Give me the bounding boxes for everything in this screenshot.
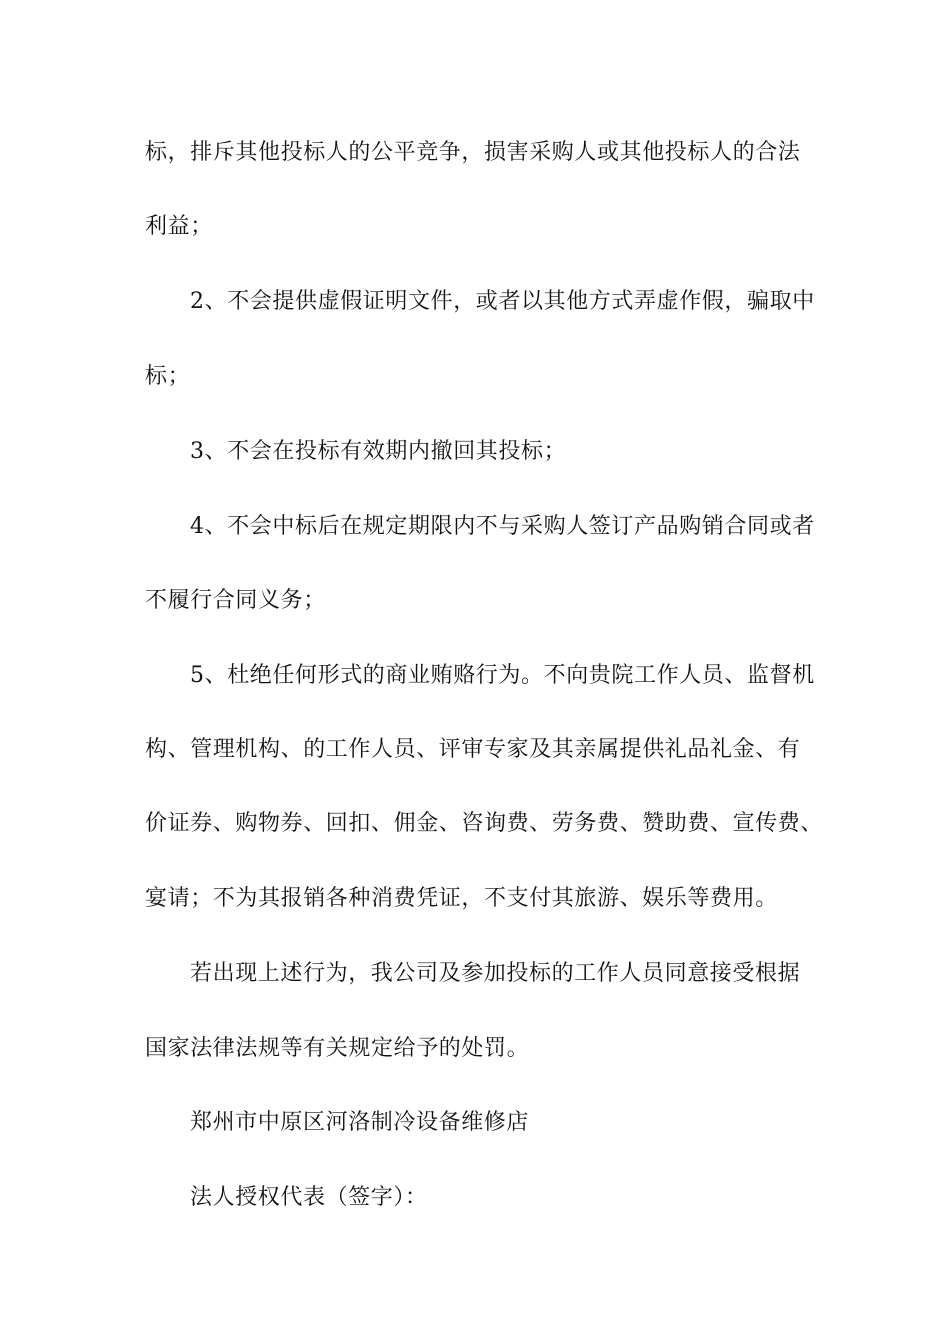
text-line: 宴请；不为其报销各种消费凭证，不支付其旅游、娱乐等费用。 bbox=[145, 886, 778, 911]
text-line: 4、不会中标后在规定期限内不与采购人签订产品购销合同或者 bbox=[190, 514, 815, 539]
text-line: 5、杜绝任何形式的商业贿赂行为。不向贵院工作人员、监督机 bbox=[190, 663, 815, 688]
text-line: 构、管理机构、的工作人员、评审专家及其亲属提供礼品礼金、有 bbox=[145, 737, 801, 762]
text-line: 不履行合同义务； bbox=[145, 588, 326, 613]
text-line: 标，排斥其他投标人的公平竞争，损害采购人或其他投标人的合法 bbox=[145, 140, 801, 165]
text-line: 国家法律法规等有关规定给予的处罚。 bbox=[145, 1036, 530, 1061]
company-name: 郑州市中原区河洛制冷设备维修店 bbox=[190, 1110, 530, 1135]
text-line: 3、不会在投标有效期内撤回其投标； bbox=[190, 439, 567, 464]
text-line: 标； bbox=[145, 364, 191, 389]
text-line: 利益； bbox=[145, 214, 213, 239]
text-line: 若出现上述行为，我公司及参加投标的工作人员同意接受根据 bbox=[190, 961, 801, 986]
text-line: 价证券、购物券、回扣、佣金、咨询费、劳务费、赞助费、宣传费、 bbox=[145, 811, 824, 836]
signature-label: 法人授权代表（签字）： bbox=[190, 1185, 428, 1210]
text-line: 2、不会提供虚假证明文件，或者以其他方式弄虚作假，骗取中 bbox=[190, 289, 815, 314]
